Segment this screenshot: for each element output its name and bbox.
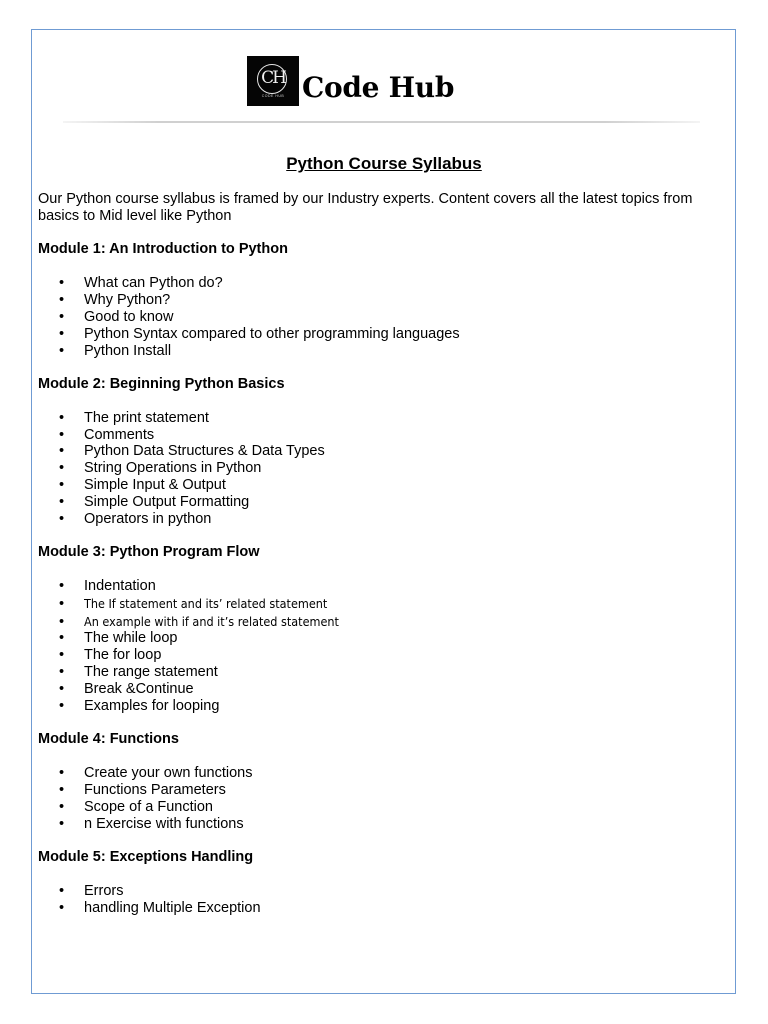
item-text: The for loop bbox=[84, 647, 162, 663]
list-item bbox=[59, 816, 244, 833]
bullet: • bbox=[59, 799, 65, 815]
item-text: Python Syntax compared to other programming languages bbox=[84, 326, 460, 342]
bullet: • bbox=[59, 900, 65, 916]
list-item bbox=[59, 326, 460, 343]
list-item bbox=[59, 343, 171, 360]
bullet: • bbox=[59, 309, 65, 325]
item-text: n Exercise with functions bbox=[84, 816, 244, 832]
bullet: • bbox=[59, 698, 65, 714]
list-item bbox=[59, 275, 223, 292]
header-divider bbox=[63, 121, 700, 123]
item-text: Operators in python bbox=[84, 511, 212, 527]
list-item bbox=[59, 595, 327, 613]
bullet: • bbox=[59, 630, 65, 646]
intro-paragraph: Our Python course syllabus is framed by our Industry experts. Content covers all the latest topics from basics to Mid level like Python bbox=[38, 191, 693, 224]
module-1-heading: Module 1: An Introduction to Python bbox=[38, 241, 288, 257]
bullet: • bbox=[59, 614, 65, 630]
item-text: The print statement bbox=[84, 410, 209, 426]
logo-subtext: CODE HUB bbox=[261, 94, 285, 98]
list-item bbox=[59, 765, 252, 782]
bullet: • bbox=[59, 816, 65, 832]
bullet: • bbox=[59, 292, 65, 308]
bullet: • bbox=[59, 647, 65, 663]
list-item bbox=[59, 900, 261, 917]
list-item bbox=[59, 427, 154, 444]
item-text: Good to know bbox=[84, 309, 174, 325]
item-text: Simple Input & Output bbox=[84, 477, 226, 493]
list-item bbox=[59, 477, 226, 494]
list-item bbox=[59, 698, 219, 715]
bullet: • bbox=[59, 578, 65, 594]
bullet: • bbox=[59, 681, 65, 697]
bullet: • bbox=[59, 460, 65, 476]
module-5-heading: Module 5: Exceptions Handling bbox=[38, 849, 254, 865]
list-item bbox=[59, 443, 325, 460]
bullet: • bbox=[59, 883, 65, 899]
item-text: The range statement bbox=[84, 664, 218, 680]
module-2-heading: Module 2: Beginning Python Basics bbox=[38, 376, 285, 392]
bullet: • bbox=[59, 664, 65, 680]
list-item bbox=[59, 511, 211, 528]
list-item bbox=[59, 664, 218, 681]
item-text: Errors bbox=[84, 883, 124, 899]
item-text: Python Data Structures & Data Types bbox=[84, 443, 325, 459]
bullet: • bbox=[59, 443, 65, 459]
item-text: Python Install bbox=[84, 343, 172, 359]
list-item bbox=[59, 681, 194, 698]
item-text: Break &Continue bbox=[84, 681, 194, 697]
item-text: What can Python do? bbox=[84, 275, 223, 291]
bullet: • bbox=[59, 343, 65, 359]
page-title: Python Course Syllabus bbox=[286, 154, 482, 173]
item-text: Indentation bbox=[84, 578, 156, 594]
list-item bbox=[59, 782, 226, 799]
module-4-heading: Module 4: Functions bbox=[38, 731, 179, 747]
list-item bbox=[59, 410, 209, 427]
list-item bbox=[59, 883, 123, 900]
list-item bbox=[59, 799, 213, 816]
item-text: Comments bbox=[84, 427, 155, 443]
item-text: Functions Parameters bbox=[84, 782, 226, 798]
code-hub-logo bbox=[247, 56, 299, 106]
module-3-heading: Module 3: Python Program Flow bbox=[38, 544, 260, 560]
bullet: • bbox=[59, 782, 65, 798]
bullet: • bbox=[59, 494, 65, 510]
brand-name: Code Hub bbox=[302, 71, 455, 104]
item-text: An example with if and it’s related statement bbox=[84, 614, 339, 629]
bullet: • bbox=[59, 511, 65, 527]
item-text: handling Multiple Exception bbox=[84, 900, 261, 916]
bullet: • bbox=[59, 477, 65, 493]
list-item bbox=[59, 494, 249, 511]
logo-monogram: CH bbox=[261, 68, 285, 88]
list-item bbox=[59, 578, 156, 595]
bullet: • bbox=[59, 326, 65, 342]
bullet: • bbox=[59, 410, 65, 426]
item-text: Why Python? bbox=[84, 292, 171, 308]
item-text: Examples for looping bbox=[84, 698, 220, 714]
bullet: • bbox=[59, 427, 65, 443]
bullet: • bbox=[59, 765, 65, 781]
bullet: • bbox=[59, 596, 65, 612]
item-text: Scope of a Function bbox=[84, 799, 213, 815]
item-text: Simple Output Formatting bbox=[84, 494, 250, 510]
list-item bbox=[59, 630, 178, 647]
item-text: String Operations in Python bbox=[84, 460, 262, 476]
bullet: • bbox=[59, 275, 65, 291]
item-text: The while loop bbox=[84, 630, 178, 646]
item-text: Create your own functions bbox=[84, 765, 253, 781]
list-item bbox=[59, 613, 339, 631]
list-item bbox=[59, 460, 261, 477]
list-item bbox=[59, 309, 173, 326]
list-item bbox=[59, 647, 161, 664]
list-item bbox=[59, 292, 170, 309]
item-text: The If statement and its’ related statement bbox=[84, 596, 328, 611]
